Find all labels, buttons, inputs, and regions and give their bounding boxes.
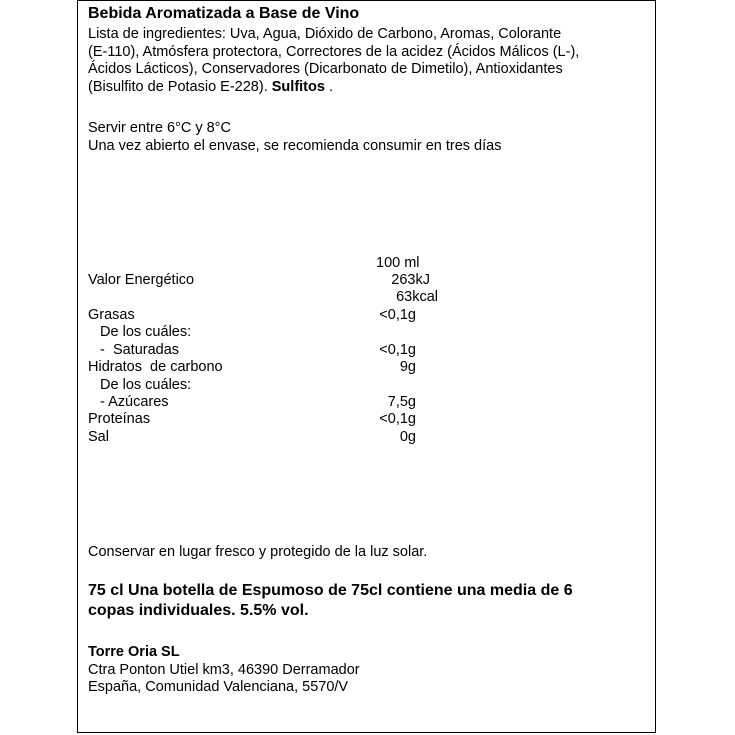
nutrition-label-protein: Proteínas — [88, 411, 151, 427]
serving-after-open: Una vez abierto el envase, se recomienda consumir en tres días — [88, 137, 502, 154]
nutrition-label-salt: Sal — [88, 429, 109, 445]
nutrition-label-energy: Valor Energético — [88, 272, 195, 288]
label-frame — [77, 0, 656, 733]
nutrition-column-header: 100 ml — [376, 255, 420, 271]
nutrition-label-saturates: - Saturadas — [92, 342, 180, 358]
volume-statement — [88, 581, 573, 621]
ingredients-line: Lista de ingredientes: Uva, Agua, Dióxido de Carbono, Aromas, Colorante — [88, 26, 562, 42]
nutrition-value-protein: <0,1g — [379, 411, 416, 427]
nutrition-label-fat: Grasas — [88, 307, 135, 323]
ingredients-block — [88, 26, 579, 96]
volume-line: 75 cl Una botella de Espumoso de 75cl contiene una media de 6 — [88, 582, 573, 599]
nutrition-value-saturates: <0,1g — [379, 342, 416, 358]
ingredients-line: (E-110), Atmósfera protectora, Correctores de la acidez (Ácidos Málicos (L-), — [88, 43, 580, 60]
nutrition-label-sugars: - Azúcares — [92, 394, 169, 410]
nutrition-label-of-which: De los cuáles: — [92, 324, 192, 340]
volume-line: copas individuales. 5.5% vol. — [88, 602, 309, 619]
producer-address: Ctra Ponton Utiel km3, 46390 Derramador — [88, 661, 360, 678]
serving-block — [88, 120, 501, 155]
nutrition-label-carbs: Hidratos de carbono — [88, 359, 223, 375]
nutrition-value-kj: 263kJ — [391, 272, 430, 288]
ingredients-line: Ácidos Lácticos), Conservadores (Dicarbonato de Dimetilo), Antioxidantes — [88, 61, 563, 77]
producer-block — [88, 644, 360, 697]
nutrition-value-kcal: 63kcal — [396, 289, 438, 305]
producer-address: España, Comunidad Valenciana, 5570/V — [88, 679, 349, 695]
product-title: Bebida Aromatizada a Base de Vino — [88, 5, 360, 22]
producer-name: Torre Oria SL — [88, 644, 180, 660]
ingredients-end: . — [324, 78, 333, 95]
nutrition-value-carbs: 9g — [399, 359, 416, 375]
nutrition-value-salt: 0g — [399, 429, 416, 445]
ingredients-line: (Bisulfito de Potasio E-228). — [88, 78, 268, 95]
serving-temperature: Servir entre 6°C y 8°C — [88, 120, 231, 136]
nutrition-label-of-which: De los cuáles: — [92, 377, 192, 393]
allergen-sulfitos: Sulfitos — [271, 78, 325, 95]
storage-instructions: Conservar en lugar fresco y protegido de la luz solar. — [88, 544, 428, 560]
nutrition-value-fat: <0,1g — [379, 307, 416, 323]
nutrition-value-sugars: 7,5g — [387, 394, 416, 410]
